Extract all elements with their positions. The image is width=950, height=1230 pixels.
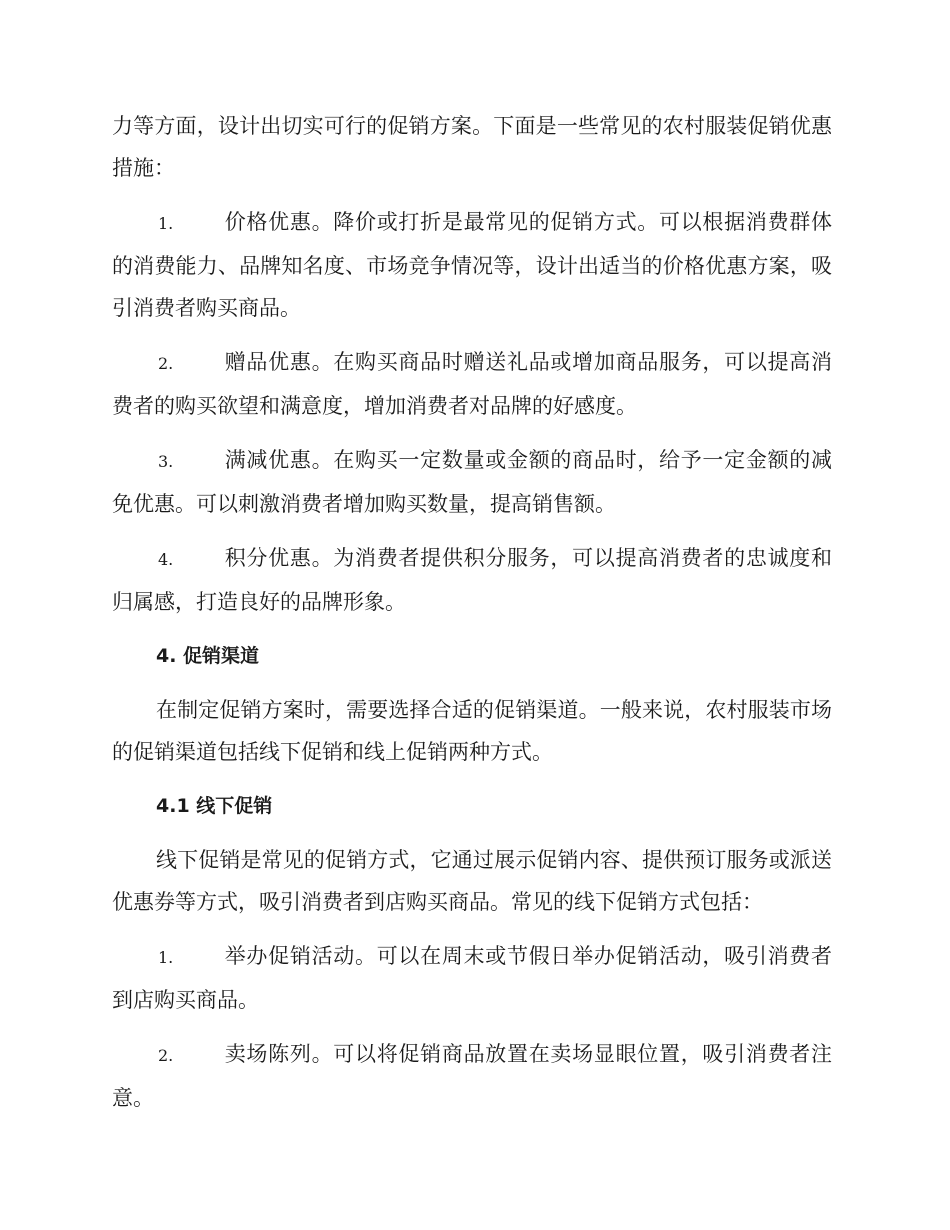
intro-paragraph: 力等方面，设计出切实可行的促销方案。下面是一些常见的农村服装促销优惠措施： [112,114,832,180]
list-item [112,439,832,525]
section-heading-promotion-channels: 4. 促销渠道 [156,645,260,667]
list-item-number: 1. [158,948,174,967]
list-item [112,341,832,427]
list-item-number: 4. [158,550,174,569]
list-item [112,537,832,623]
list-item-text: 举办促销活动。可以在周末或节假日举办促销活动，吸引消费者到店购买商品。 [112,944,832,1012]
list-item-number: 2. [158,1046,174,1065]
offline-list [112,935,832,1119]
list-item [112,935,832,1021]
list-item-text: 价格优惠。降价或打折是最常见的促销方式。可以根据消费群体的消费能力、品牌知名度、市场竞争情况等，设计出适当的价格优惠方案，吸引消费者购买商品。 [112,210,832,320]
promo-list [112,201,832,623]
section-paragraph: 在制定促销方案时，需要选择合适的促销渠道。一般来说，农村服装市场的促销渠道包括线下促销和线上促销两种方式。 [112,698,832,764]
section-paragraph: 线下促销是常见的促销方式，它通过展示促销内容、提供预订服务或派送优惠券等方式，吸引消费者到店购买商品。常见的线下促销方式包括： [112,848,832,914]
list-item-text: 赠品优惠。在购买商品时赠送礼品或增加商品服务，可以提高消费者的购买欲望和满意度，增加消费者对品牌的好感度。 [112,350,832,418]
list-item-text: 卖场陈列。可以将促销商品放置在卖场显眼位置，吸引消费者注意。 [112,1042,832,1110]
list-item-number: 2. [158,354,174,373]
list-item [112,1033,832,1119]
section-heading-offline-promotion: 4.1 线下促销 [156,795,273,817]
list-item-number: 1. [158,214,174,233]
list-item-number: 3. [158,452,174,471]
list-item-text: 满减优惠。在购买一定数量或金额的商品时，给予一定金额的减免优惠。可以刺激消费者增加购买数量，提高销售额。 [112,448,832,516]
list-item-text: 积分优惠。为消费者提供积分服务，可以提高消费者的忠诚度和归属感，打造良好的品牌形象。 [112,546,832,614]
document-page [112,105,832,1131]
list-item [112,201,832,329]
